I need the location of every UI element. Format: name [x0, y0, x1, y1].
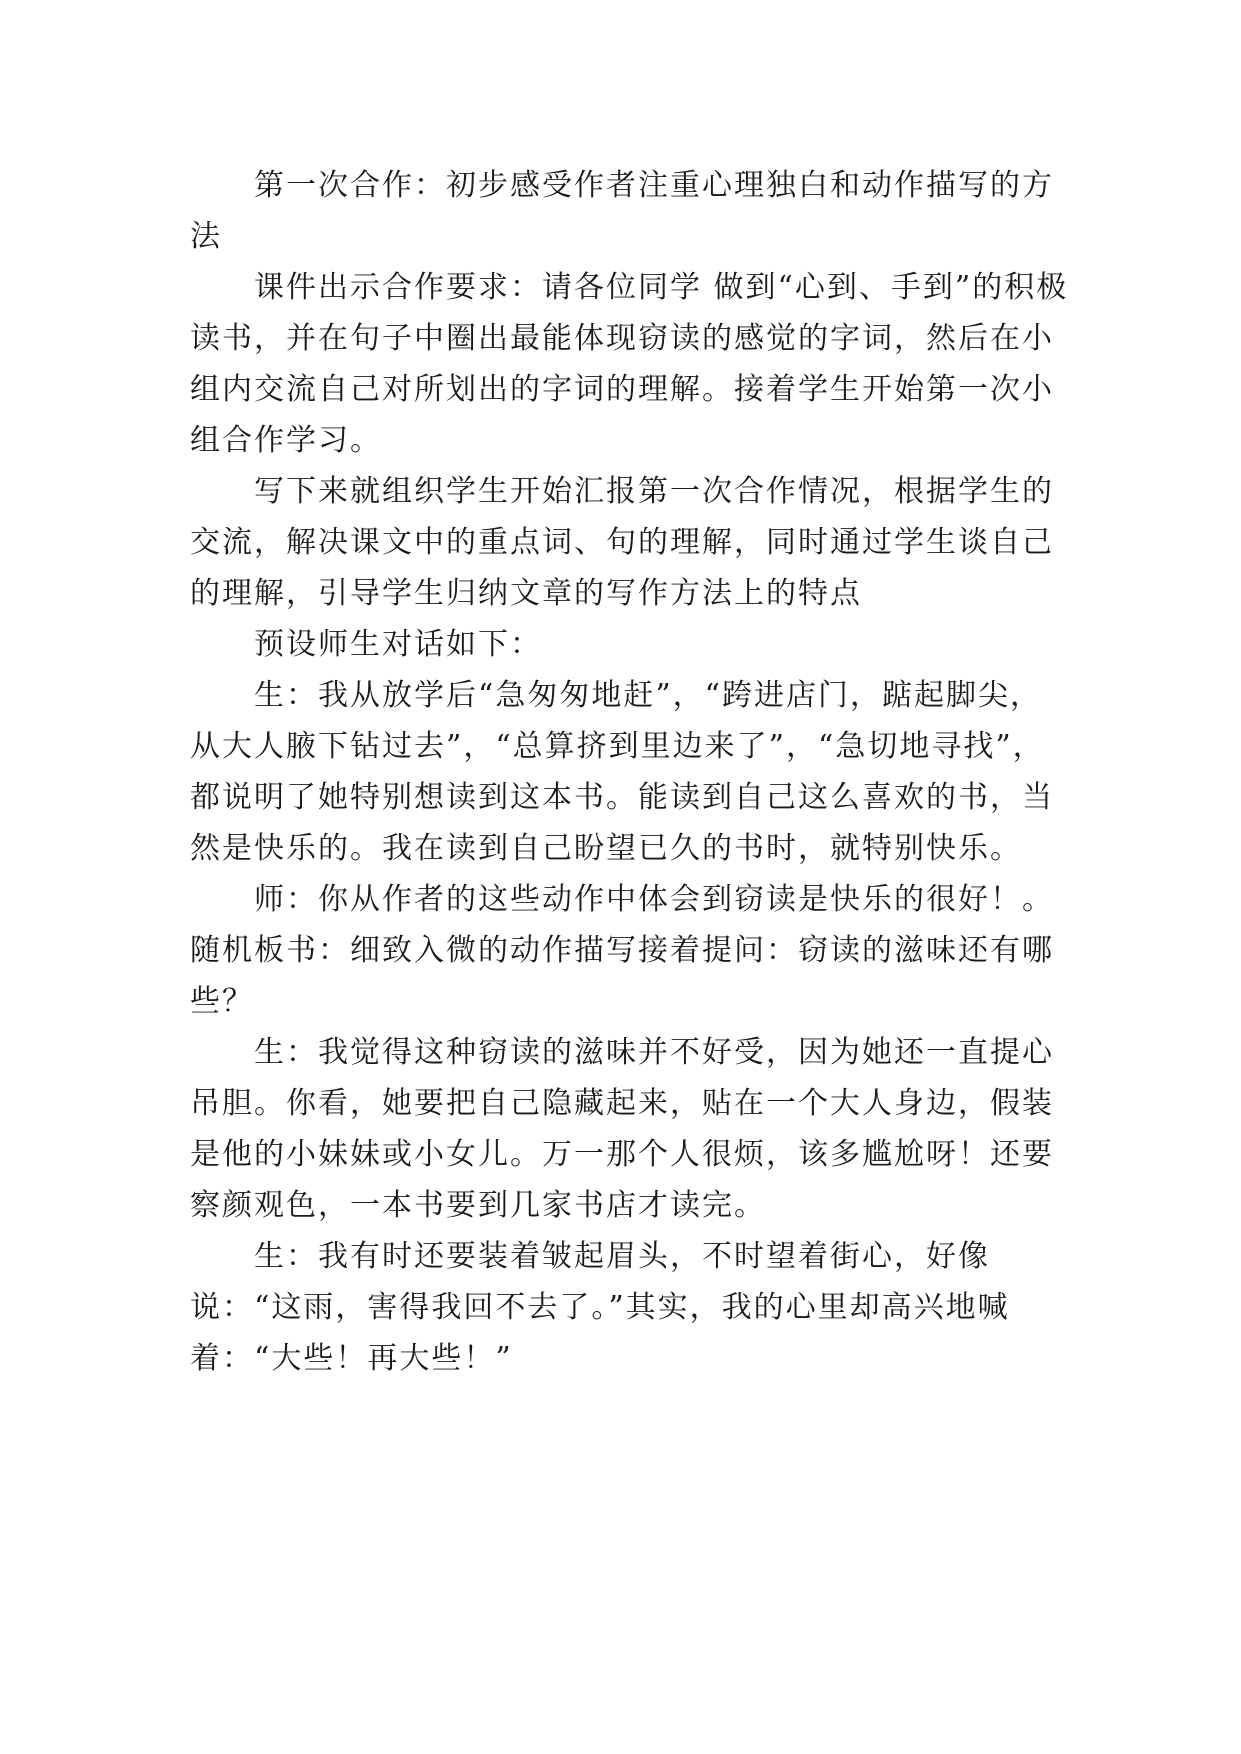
paragraph-student-response-3: 生：我有时还要装着皱起眉头，不时望着街心，好像说：“这雨，害得我回不去了。”其实，我的心里却高兴地喊着：“大些！再大些！”	[190, 1239, 1010, 1376]
paragraph-courseware-requirements: 课件出示合作要求：请各位同学 做到“心到、手到”的积极读书，并在句子中圈出最能体现窃读的感觉的字词，然后在小组内交流自己对所划出的字词的理解。接着学生开始第一次小组合作学习。	[190, 270, 1069, 458]
paragraph-cooperation-heading: 第一次合作：初步感受作者注重心理独白和动作描写的方法	[190, 168, 1054, 254]
paragraph-student-response-2: 生：我觉得这种窃读的滋味并不好受，因为她还一直提心吊胆。你看，她要把自己隐藏起来，贴在一个大人身边，假装是他的小妹妹或小女儿。万一那个人很烦，该多尴尬呀！还要察颜观色，一本书要到几家书店才读完。	[190, 1035, 1054, 1223]
paragraph-report-organization: 写下来就组织学生开始汇报第一次合作情况，根据学生的交流，解决课文中的重点词、句的理解，同时通过学生谈自己的理解，引导学生归纳文章的写作方法上的特点	[190, 474, 1054, 611]
paragraph-dialogue-intro: 预设师生对话如下：	[254, 627, 542, 662]
paragraph-teacher-response: 师：你从作者的这些动作中体会到窃读是快乐的很好！。随机板书：细致入微的动作描写接着提问：窃读的滋味还有哪些？	[190, 882, 1054, 1019]
paragraph-student-response-1: 生：我从放学后“急匆匆地赶”，“跨进店门，踮起脚尖，从大人腋下钻过去”，“总算挤到里边来了”，“急切地寻找”，都说明了她特别想读到这本书。能读到自己这么喜欢的书，当然是快乐的。我在读到自己盼望已久的书时，就特别快乐。	[190, 678, 1054, 866]
document-body	[190, 160, 1070, 1384]
